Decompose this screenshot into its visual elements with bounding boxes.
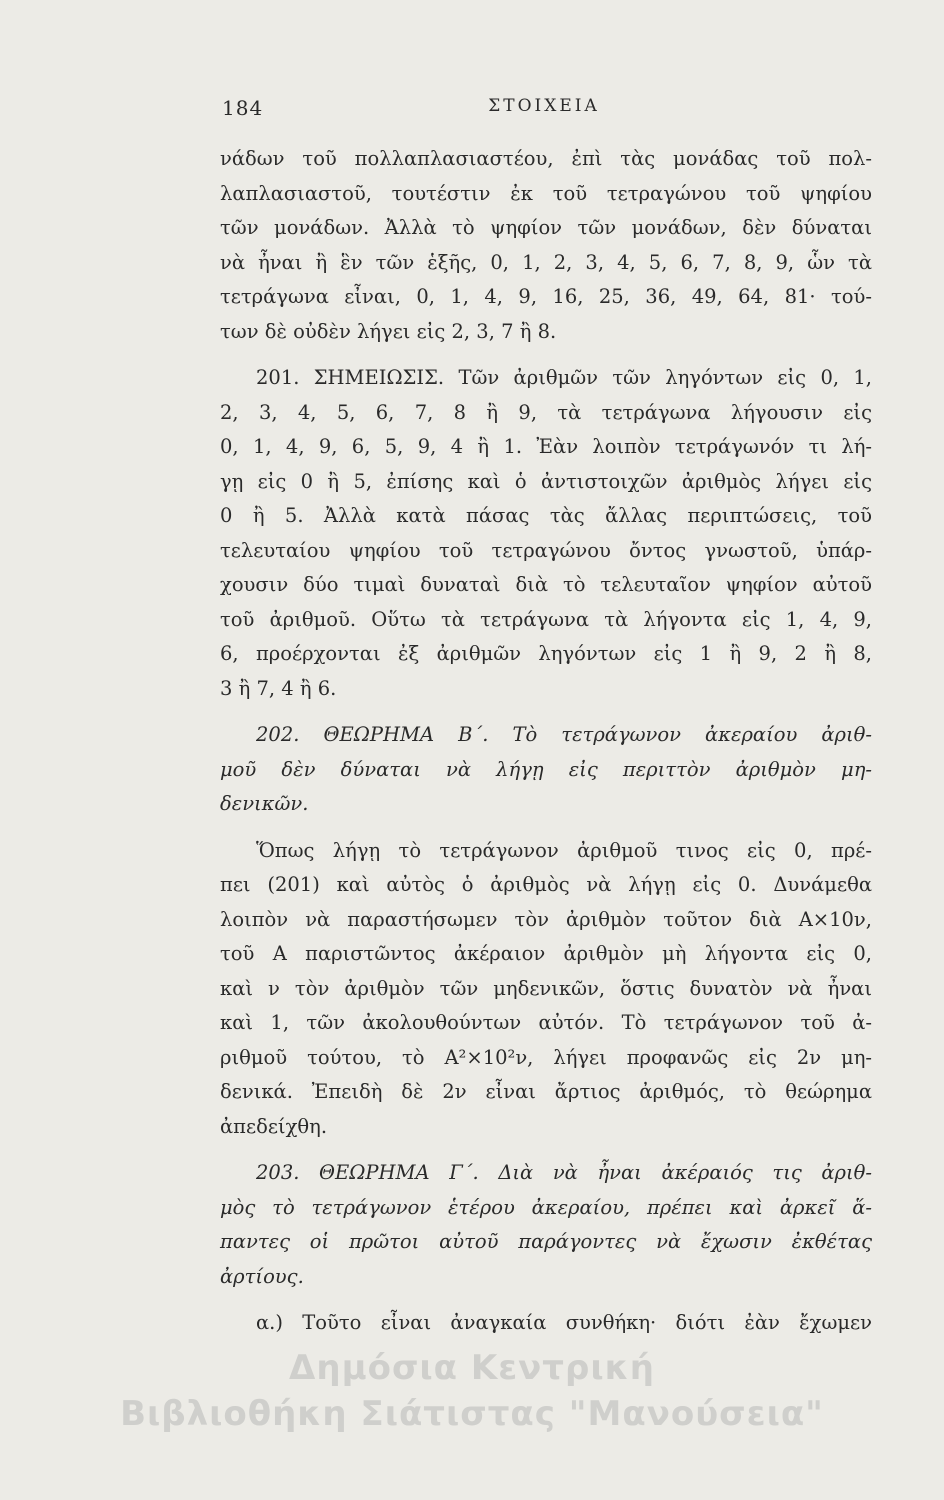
theorem-c-text-line: παντες οἱ πρῶτοι αὐτοῦ παράγοντες νὰ ἔχωσιν ἐκθέτας bbox=[220, 1230, 872, 1253]
page-number: 184 bbox=[222, 96, 264, 120]
running-title: ΣΤΟΙΧΕΙΑ bbox=[488, 96, 600, 116]
text-line: λαπλασιαστοῦ, τουτέστιν ἐκ τοῦ τετραγώνου τοῦ ψηφίου bbox=[220, 181, 872, 205]
theorem-c-text-line: μὸς τὸ τετράγωνον ἑτέρου ἀκεραίου, πρέπει καὶ ἀρκεῖ ἅ- bbox=[220, 1195, 872, 1219]
theorem-b-text-line: μοῦ δὲν δύναται νὰ λήγῃ εἰς περιττὸν ἀριθμὸν μη- bbox=[220, 757, 872, 781]
page-header bbox=[222, 96, 866, 126]
theorem-b-heading-line: 202. ΘΕΩΡΗΜΑ Β΄. Τὸ τετράγωνον ἀκεραίου ἀριθ- bbox=[256, 723, 872, 746]
text-line: 6, προέρχονται ἐξ ἀριθμῶν ληγόντων εἰς 1 ἢ 9, 2 ἢ 8, bbox=[220, 642, 872, 665]
text-line: καὶ ν τὸν ἀριθμὸν τῶν μηδενικῶν, ὅστις δυνατὸν νὰ ἦναι bbox=[220, 976, 872, 1000]
text-line: ἀπεδείχθη. bbox=[220, 1114, 328, 1138]
text-line: 0 ἢ 5. Ἀλλὰ κατὰ πάσας τὰς ἄλλας περιπτώσεις, τοῦ bbox=[220, 504, 872, 527]
proof-line: Ὅπως λήγῃ τὸ τετράγωνον ἀριθμοῦ τινος εἰς 0, πρέ- bbox=[256, 838, 872, 862]
text-line: λοιπὸν νὰ παραστήσωμεν τὸν ἀριθμὸν τοῦτον διὰ Α×10ν, bbox=[220, 907, 872, 931]
text-line: τοῦ Α παριστῶντος ἀκέραιον ἀριθμὸν μὴ λήγοντα εἰς 0, bbox=[220, 942, 872, 965]
library-watermark-line1: Δημόσια Κεντρική bbox=[289, 1348, 655, 1388]
body-text bbox=[220, 142, 872, 1341]
text-line: νάδων τοῦ πολλαπλασιαστέου, ἐπὶ τὰς μονάδας τοῦ πολ- bbox=[220, 147, 872, 170]
text-line: γῃ εἰς 0 ἢ 5, ἐπίσης καὶ ὁ ἀντιστοιχῶν ἀριθμὸς λήγει εἰς bbox=[220, 469, 872, 493]
text-line: δενικά. Ἐπειδὴ δὲ 2ν εἶναι ἄρτιος ἀριθμός, τὸ θεώρημα bbox=[220, 1080, 872, 1103]
text-line: τῶν μονάδων. Ἀλλὰ τὸ ψηφίον τῶν μονάδων, δὲν δύναται bbox=[220, 216, 872, 239]
theorem-b-text-line: δενικῶν. bbox=[220, 792, 309, 815]
text-line: νὰ ἦναι ἢ ἓν τῶν ἑξῆς, 0, 1, 2, 3, 4, 5, 6, 7, 8, 9, ὧν τὰ bbox=[220, 250, 872, 274]
text-line: χουσιν δύο τιμαὶ δυναταὶ διὰ τὸ τελευταῖον ψηφίον αὐτοῦ bbox=[220, 573, 872, 596]
theorem-c-heading-line: 203. ΘΕΩΡΗΜΑ Γ΄. Διὰ νὰ ἦναι ἀκέραιός τις ἀριθ- bbox=[256, 1161, 872, 1184]
library-watermark-line2: Βιβλιοθήκη Σιάτιστας "Μανούσεια" bbox=[120, 1394, 824, 1434]
theorem-c-text-line: ἀρτίους. bbox=[220, 1264, 304, 1288]
text-line: 2, 3, 4, 5, 6, 7, 8 ἢ 9, τὰ τετράγωνα λήγουσιν εἰς bbox=[220, 400, 872, 424]
text-line: των δὲ οὐδὲν λήγει εἰς 2, 3, 7 ἢ 8. bbox=[220, 319, 557, 343]
text-line: τελευταίου ψηφίου τοῦ τετραγώνου ὄντος γνωστοῦ, ὑπάρ- bbox=[220, 538, 872, 562]
text-line: 0, 1, 4, 9, 6, 5, 9, 4 ἢ 1. Ἐὰν λοιπὸν τετράγωνόν τι λή- bbox=[220, 435, 872, 458]
text-line: 3 ἢ 7, 4 ἢ 6. bbox=[220, 676, 337, 700]
text-line: α.) Τοῦτο εἶναι ἀναγκαία συνθήκη· διότι ἐὰν ἔχωμεν bbox=[256, 1311, 872, 1334]
text-line: ριθμοῦ τούτου, τὸ Α²×10²ν, λήγει προφανῶς εἰς 2ν μη- bbox=[220, 1045, 872, 1069]
text-line: τοῦ ἀριθμοῦ. Οὕτω τὰ τετράγωνα τὰ λήγοντα εἰς 1, 4, 9, bbox=[220, 607, 872, 631]
section-201-heading-line: 201. ΣΗΜΕΙΩΣΙΣ. Τῶν ἀριθμῶν τῶν ληγόντων εἰς 0, 1, bbox=[256, 366, 872, 389]
text-line: καὶ 1, τῶν ἀκολουθούντων αὐτόν. Τὸ τετράγωνον τοῦ ἀ- bbox=[220, 1011, 872, 1034]
text-line: πει (201) καὶ αὐτὸς ὁ ἀριθμὸς νὰ λήγῃ εἰς 0. Δυνάμεθα bbox=[220, 873, 872, 896]
text-line: τετράγωνα εἶναι, 0, 1, 4, 9, 16, 25, 36, 49, 64, 81· τού- bbox=[220, 285, 872, 308]
